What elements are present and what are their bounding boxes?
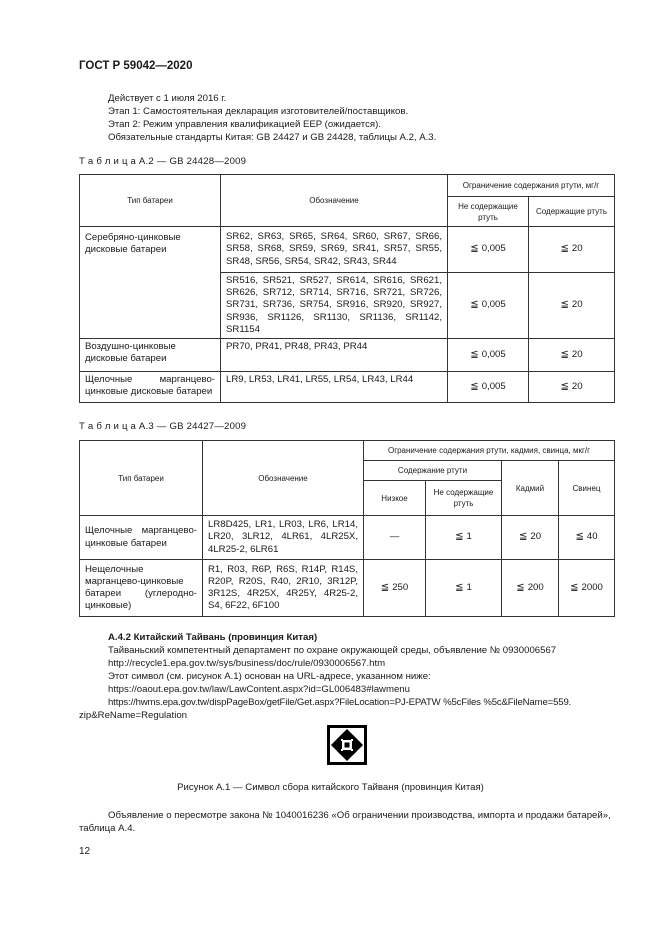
table-a3-header-mercury: Содержание ртути xyxy=(364,461,502,481)
table-cell-designation: R1, R03, R6P, R6S, R14P, R14S, R20P, R20S, R40, 2R10, 3R12P, 3R12S, 4R25X, 4R25Y, 4R25-2, S4, 6F22, 6F100 xyxy=(203,560,364,617)
le-symbol-icon: ≦ xyxy=(518,531,528,543)
table-a2 xyxy=(79,174,615,403)
le-symbol-icon: ≦ xyxy=(455,531,464,543)
table-a2-caption: Т а б л и ц а А.2 — GB 24428—2009 xyxy=(79,156,247,167)
le-symbol-icon: ≦ xyxy=(560,299,569,311)
le-symbol-icon: ≦ xyxy=(570,581,579,593)
intro-line: Действует с 1 июля 2016 г. xyxy=(108,93,227,104)
document-header: ГОСТ Р 59042—2020 xyxy=(79,60,193,72)
table-cell-value: ≦ 20 xyxy=(529,372,615,403)
recycle-symbol-icon xyxy=(327,725,367,765)
page-number: 12 xyxy=(79,846,91,857)
figure-caption: Рисунок А.1 — Символ сбора китайского Тайваня (провинция Китая) xyxy=(177,782,484,793)
table-a3-header-no-mercury: Не содержащие ртуть xyxy=(426,481,502,516)
table-cell-value: ≦ 250 xyxy=(364,560,426,617)
table-cell-value: ≦ 20 xyxy=(529,273,615,339)
table-cell-value: ≦ 0,005 xyxy=(448,227,529,273)
table-cell-designation: LR9, LR53, LR41, LR55, LR54, LR43, LR44 xyxy=(221,372,448,403)
table-cell-designation: PR70, PR41, PR48, PR43, PR44 xyxy=(221,339,448,372)
table-cell-designation: SR62, SR63, SR65, SR64, SR60, SR67, SR66, SR58, SR68, SR59, SR69, SR41, SR57, SR55, SR48, SR56, SR54, SR42, SR43, SR44 xyxy=(221,227,448,273)
table-a3-header-limit: Ограничение содержания ртути, кадмия, свинца, мкг/г xyxy=(364,441,615,461)
table-a3-header-designation: Обозначение xyxy=(203,441,364,516)
table-cell-value: ≦ 2000 xyxy=(559,560,615,617)
le-symbol-icon: ≦ xyxy=(470,348,479,360)
table-a3-header-low: Низкое xyxy=(364,481,426,516)
table-row xyxy=(80,227,615,273)
table-cell-designation: SR516, SR521, SR527, SR614, SR616, SR621, SR626, SR712, SR714, SR716, SR721, SR726, SR731, SR736, SR754, SR916, SR920, SR927, SR936, SR1126, SR1130, SR1136, SR1142, SR1154 xyxy=(221,273,448,339)
le-symbol-icon: ≦ xyxy=(560,348,569,360)
section-link: http://recycle1.epa.gov.tw/sys/business/doc/rule/0930006567.htm xyxy=(108,658,386,669)
table-cell-value: ≦ 0,005 xyxy=(448,273,529,339)
section-heading: А.4.2 Китайский Тайвань (провинция Китая) xyxy=(108,632,318,643)
table-cell-type: Серебряно-цинковые дисковые батареи xyxy=(80,227,221,339)
le-symbol-icon: ≦ xyxy=(575,531,584,543)
table-cell-type: Нещелочные марганцево-цинковые батареи (углеродно-цинковые) xyxy=(80,560,203,617)
table-cell-value: ≦ 20 xyxy=(529,339,615,372)
section-line: Тайваньский компетентный департамент по охране окружающей среды, объявление № 0930006567 xyxy=(108,645,557,656)
intro-line: Этап 1: Самостоятельная декларация изготовителей/поставщиков. xyxy=(108,106,409,117)
table-cell-value: ≦ 40 xyxy=(559,516,615,560)
table-a2-header-with-mercury: Содержащие ртуть xyxy=(529,197,615,227)
table-cell-type: Щелочные марганцево-цинковые дисковые батареи xyxy=(80,372,221,403)
table-cell-designation: LR8D425, LR1, LR03, LR6, LR14, LR20, 3LR12, 4LR61, 4LR25X, 4LR25-2, 6LR61 xyxy=(203,516,364,560)
table-a2-header-designation: Обозначение xyxy=(221,175,448,227)
section-line: Этот символ (см. рисунок А.1) основан на URL-адресе, указанном ниже: xyxy=(108,671,431,682)
table-cell-value: ≦ 20 xyxy=(502,516,559,560)
table-a2-header-limit: Ограничение содержания ртути, мг/г xyxy=(448,175,615,197)
table-cell-type: Воздушно-цинковые дисковые батареи xyxy=(80,339,221,372)
table-a3-caption: Т а б л и ц а А.3 — GB 24427—2009 xyxy=(79,421,247,432)
table-cell-value: ≦ 0,005 xyxy=(448,372,529,403)
table-a2-header-no-mercury: Не содержащие ртуть xyxy=(448,197,529,227)
le-symbol-icon: ≦ xyxy=(470,299,479,311)
le-symbol-icon: ≦ xyxy=(380,581,390,593)
table-a2-header-type: Тип батареи xyxy=(80,175,221,227)
le-symbol-icon: ≦ xyxy=(560,380,569,392)
table-cell-value: ≦ 1 xyxy=(426,516,502,560)
table-cell-value: ≦ 1 xyxy=(426,560,502,617)
table-cell-value: — xyxy=(364,516,426,560)
table-row xyxy=(80,560,615,617)
intro-line: Этап 2: Режим управления квалификацией EEP (ожидается). xyxy=(108,119,381,130)
section-link: https://hwms.epa.gov.tw/dispPageBox/getFile/Get.aspx?FileLocation=PJ-EPATW %5cFiles %5c&FileName=559. xyxy=(108,697,572,708)
table-a3-header-type: Тип батареи xyxy=(80,441,203,516)
table-a3-header-cadmium: Кадмий xyxy=(502,461,559,516)
le-symbol-icon: ≦ xyxy=(470,243,479,255)
final-paragraph: Объявление о пересмотре закона № 1040016236 «Об ограничении производства, импорта и продажи батарей», таблица А.4. xyxy=(79,810,611,834)
table-row xyxy=(80,339,615,372)
table-cell-type: Щелочные марганцево-цинковые батареи xyxy=(80,516,203,560)
section-link: zip&ReName=Regulation xyxy=(79,710,187,721)
table-a3-header-lead: Свинец xyxy=(559,461,615,516)
le-symbol-icon: ≦ xyxy=(470,380,479,392)
table-a3 xyxy=(79,440,615,617)
table-row xyxy=(80,516,615,560)
table-row xyxy=(80,372,615,403)
table-cell-value: ≦ 200 xyxy=(502,560,559,617)
le-symbol-icon: ≦ xyxy=(455,581,464,593)
section-link: https://oaout.epa.gov.tw/law/LawContent.aspx?id=GL006483#lawmenu xyxy=(108,684,410,695)
le-symbol-icon: ≦ xyxy=(560,243,569,255)
table-cell-value: ≦ 0,005 xyxy=(448,339,529,372)
table-cell-value: ≦ 20 xyxy=(529,227,615,273)
le-symbol-icon: ≦ xyxy=(516,581,525,593)
intro-line: Обязательные стандарты Китая: GB 24427 и GB 24428, таблицы А.2, А.3. xyxy=(108,132,437,143)
